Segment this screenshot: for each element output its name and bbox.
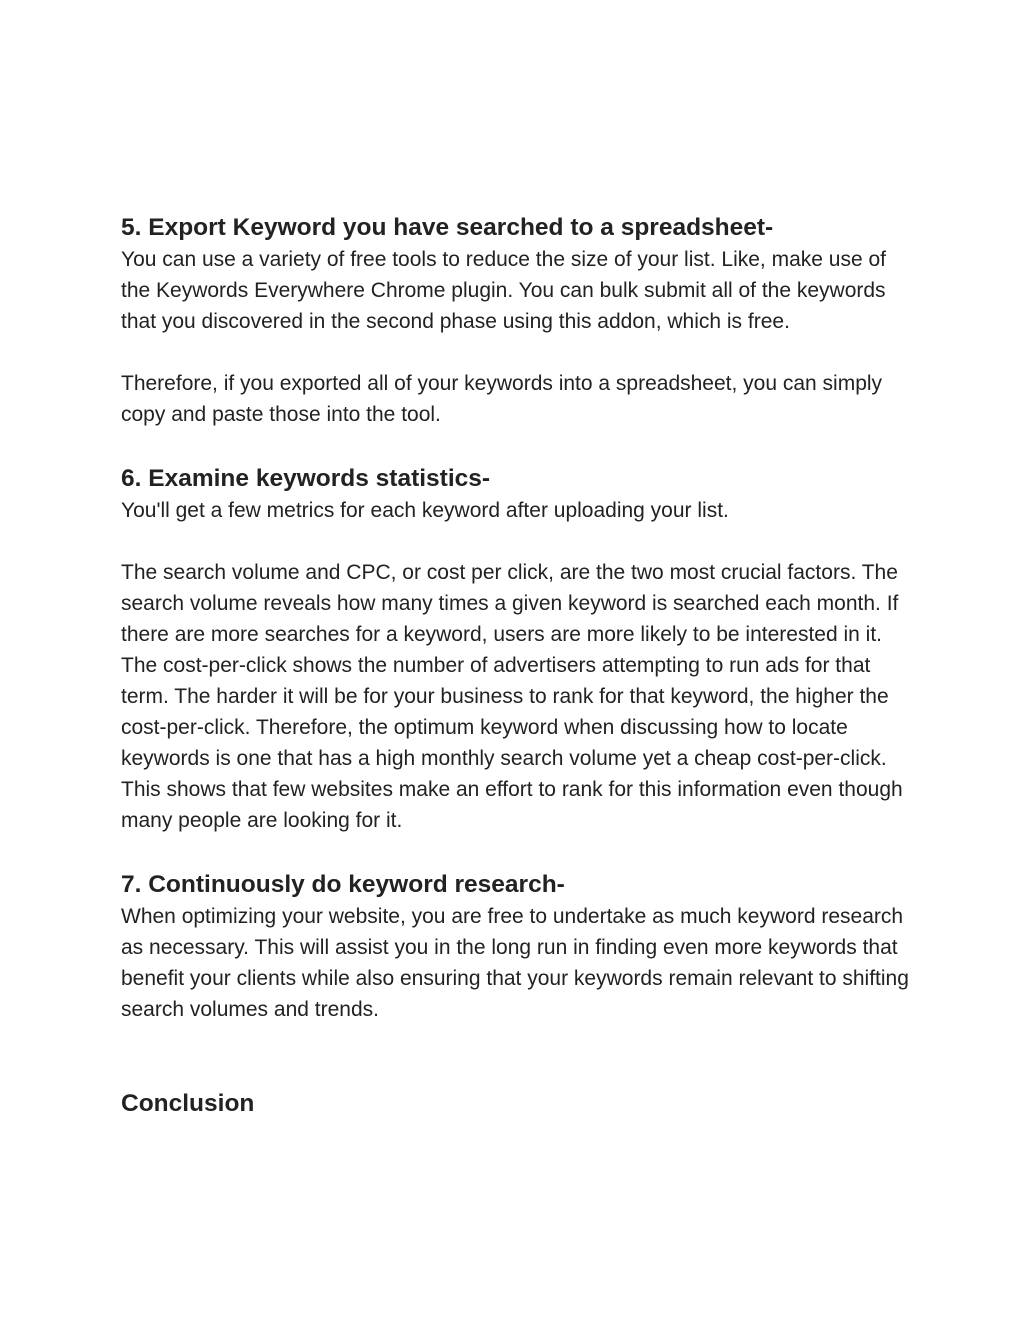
paragraph-search-volume-cpc: The search volume and CPC, or cost per click, are the two most crucial factors. The search volume reveals how many times a given keyword is searched each month. If there are more searches for a keyword, users are more likely to be interested in it. The cost-per-click shows the number of advertisers attempting to run ads for that term. The harder it will be for your business to rank for that keyword, the higher the cost-per-click. Therefore, the optimum keyword when discussing how to locate keywords is one that has a high monthly search volume yet a cheap cost-per-click. This shows that few websites make an effort to rank for this information even though many people are looking for it. [121, 561, 903, 832]
paragraph-spacer [121, 337, 911, 368]
paragraph-export-spreadsheet: Therefore, if you exported all of your keywords into a spreadsheet, you can simply copy and paste those into the tool. [121, 372, 883, 426]
section-spacer [121, 1025, 911, 1088]
paragraph-spacer [121, 526, 911, 557]
section-heading-continuous-research: 7. Continuously do keyword research- [121, 871, 565, 898]
section-heading-conclusion: Conclusion [121, 1090, 255, 1117]
paragraph-metrics: You'll get a few metrics for each keyword after uploading your list. [121, 499, 729, 522]
document-page [121, 212, 911, 1120]
paragraph-free-tools: You can use a variety of free tools to reduce the size of your list. Like, make use of the Keywords Everywhere Chrome plugin. You can bulk submit all of the keywords that you discovered in the second phase using this addon, which is free. [121, 248, 886, 333]
section-heading-export-keyword: 5. Export Keyword you have searched to a spreadsheet- [121, 214, 774, 241]
paragraph-optimizing-website: When optimizing your website, you are free to undertake as much keyword research as necessary. This will assist you in the long run in finding even more keywords that benefit your clients while also ensuring that your keywords remain relevant to shifting search volumes and trends. [121, 905, 909, 1021]
section-heading-examine-statistics: 6. Examine keywords statistics- [121, 465, 491, 492]
section-spacer [121, 430, 911, 463]
section-spacer [121, 836, 911, 869]
